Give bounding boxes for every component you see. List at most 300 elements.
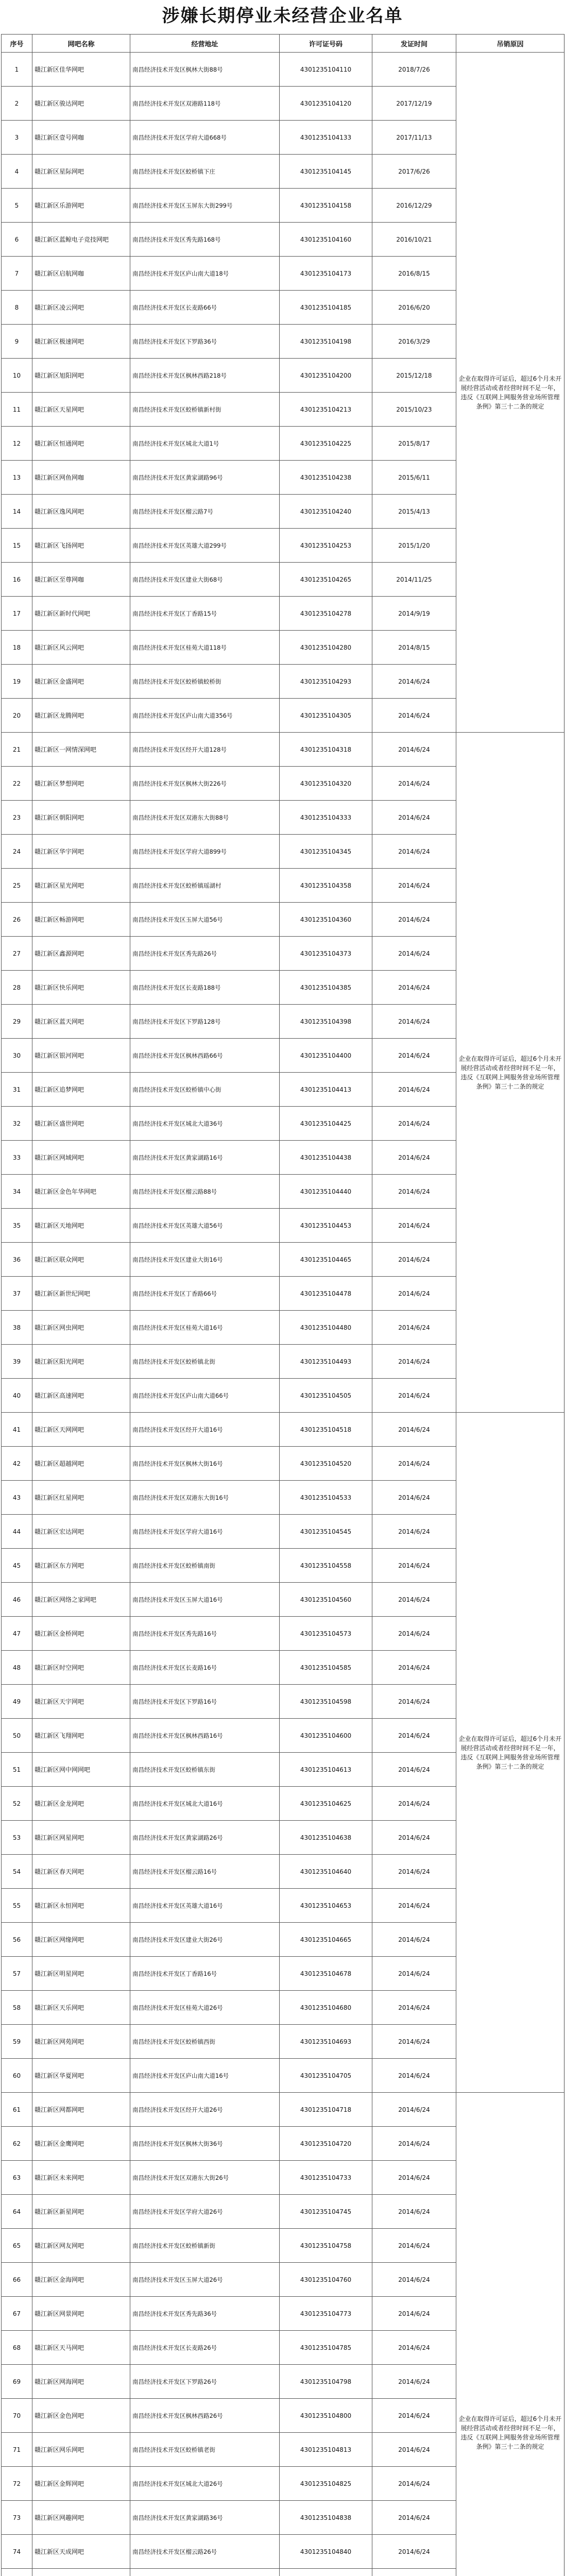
issue-date: 2016/12/29 [372, 189, 456, 223]
issue-date: 2014/6/24 [372, 1719, 456, 1753]
row-number: 30 [2, 1039, 32, 1073]
row-number: 27 [2, 937, 32, 971]
business-address: 南昌经济技术开发区榴云路26号 [130, 2535, 280, 2569]
cafe-name: 赣江新区快乐网吧 [32, 971, 130, 1005]
license-number: 4301235104198 [280, 325, 372, 359]
row-number: 31 [2, 1073, 32, 1107]
business-address: 南昌经济技术开发区枫林西路66号 [130, 1039, 280, 1073]
cafe-name: 赣江新区畅游网吧 [32, 903, 130, 937]
issue-date: 2014/8/15 [372, 631, 456, 665]
cafe-name: 赣江新区红星网吧 [32, 1481, 130, 1515]
cafe-name: 赣江新区逸风网吧 [32, 495, 130, 529]
business-address: 南昌经济技术开发区榴云路7号 [130, 495, 280, 529]
issue-date: 2014/6/24 [372, 1005, 456, 1039]
cafe-name: 赣江新区蓝鲸电子竞技网吧 [32, 223, 130, 257]
license-number: 4301235104558 [280, 1549, 372, 1583]
cafe-name: 赣江新区骏达网吧 [32, 87, 130, 121]
business-address: 南昌经济技术开发区丁香路15号 [130, 597, 280, 631]
license-number: 4301235104265 [280, 563, 372, 597]
cafe-name: 赣江新区网友网吧 [32, 2229, 130, 2263]
cafe-name: 赣江新区网景网吧 [32, 2297, 130, 2331]
row-number: 40 [2, 1379, 32, 1413]
row-number: 33 [2, 1141, 32, 1175]
issue-date: 2014/6/24 [372, 903, 456, 937]
issue-date: 2014/6/24 [372, 1583, 456, 1617]
license-number: 4301235104518 [280, 1413, 372, 1447]
license-number: 4301235104773 [280, 2297, 372, 2331]
issue-date: 2014/11/25 [372, 563, 456, 597]
issue-date: 2014/6/24 [372, 1039, 456, 1073]
row-number: 55 [2, 1889, 32, 1923]
row-number: 45 [2, 1549, 32, 1583]
issue-date: 2014/6/24 [372, 1311, 456, 1345]
table-header-row [2, 35, 564, 53]
cafe-name: 赣江新区新时代网吧 [32, 597, 130, 631]
issue-date: 2014/6/24 [372, 2025, 456, 2059]
row-number: 18 [2, 631, 32, 665]
row-number: 19 [2, 665, 32, 699]
row-number: 37 [2, 1277, 32, 1311]
license-number: 4301235104333 [280, 801, 372, 835]
issue-date: 2015/12/18 [372, 359, 456, 393]
business-address: 南昌经济技术开发区桂苑大道26号 [130, 1991, 280, 2025]
header-no: 序号 [2, 35, 32, 53]
license-number: 4301235104133 [280, 121, 372, 155]
issue-date: 2014/6/24 [372, 1855, 456, 1889]
license-number: 4301235104160 [280, 223, 372, 257]
license-number: 4301235104320 [280, 767, 372, 801]
license-number: 4301235104640 [280, 1855, 372, 1889]
row-number: 54 [2, 1855, 32, 1889]
issue-date: 2016/3/29 [372, 325, 456, 359]
business-address: 南昌经济技术开发区庐山南大道18号 [130, 257, 280, 291]
row-number: 52 [2, 1787, 32, 1821]
cafe-name: 赣江新区网苑网吧 [32, 2025, 130, 2059]
issue-date: 2017/11/13 [372, 121, 456, 155]
issue-date: 2014/6/24 [372, 1923, 456, 1957]
business-address: 南昌经济技术开发区英雄大道16号 [130, 1889, 280, 1923]
license-number: 4301235104680 [280, 1991, 372, 2025]
business-address: 南昌经济技术开发区建业大街26号 [130, 1923, 280, 1957]
business-address: 南昌经济技术开发区秀先路168号 [130, 223, 280, 257]
cafe-name: 赣江新区宏达网吧 [32, 1515, 130, 1549]
row-number: 32 [2, 1107, 32, 1141]
cafe-name: 赣江新区金色年华网吧 [32, 1175, 130, 1209]
license-number: 4301235104493 [280, 1345, 372, 1379]
cafe-name: 赣江新区网趣网吧 [32, 2501, 130, 2535]
license-number: 4301235104733 [280, 2161, 372, 2195]
row-number: 72 [2, 2467, 32, 2501]
business-address: 南昌经济技术开发区蛟桥镇中心街 [130, 1073, 280, 1107]
license-number: 4301235104745 [280, 2195, 372, 2229]
license-number: 4301235104425 [280, 1107, 372, 1141]
row-number: 65 [2, 2229, 32, 2263]
row-number: 56 [2, 1923, 32, 1957]
cafe-name: 赣江新区鑫源网吧 [32, 937, 130, 971]
row-number: 10 [2, 359, 32, 393]
issue-date: 2014/6/24 [372, 1515, 456, 1549]
license-number: 4301235104840 [280, 2535, 372, 2569]
revocation-reason: 企业在取得许可证后，超过6个月未开展经营活动或者经营时间不足一年，违反《互联网上网服务营业场所管理条例》第三十二条的规定 [456, 1413, 564, 2093]
issue-date: 2014/6/24 [372, 801, 456, 835]
business-address: 南昌经济技术开发区蛟桥镇南街 [130, 1549, 280, 1583]
cafe-name: 赣江新区金辉网吧 [32, 2467, 130, 2501]
business-address [130, 2569, 280, 2576]
row-number: 50 [2, 1719, 32, 1753]
business-address: 南昌经济技术开发区学府大道668号 [130, 121, 280, 155]
cafe-name: 赣江新区飞扬网吧 [32, 529, 130, 563]
license-number: 4301235104505 [280, 1379, 372, 1413]
cafe-name: 赣江新区华夏网吧 [32, 2059, 130, 2093]
table-row [2, 733, 564, 767]
license-number: 4301235104480 [280, 1311, 372, 1345]
license-number: 4301235104345 [280, 835, 372, 869]
business-address: 南昌经济技术开发区双港东大街16号 [130, 1481, 280, 1515]
license-number: 4301235104758 [280, 2229, 372, 2263]
cafe-name: 赣江新区联众网吧 [32, 1243, 130, 1277]
cafe-name: 赣江新区网络之家网吧 [32, 1583, 130, 1617]
row-number: 46 [2, 1583, 32, 1617]
issue-date: 2014/6/24 [372, 733, 456, 767]
license-number: 4301235104693 [280, 2025, 372, 2059]
license-number: 4301235104638 [280, 1821, 372, 1855]
business-address: 南昌经济技术开发区城北大道36号 [130, 1107, 280, 1141]
issue-date: 2014/6/24 [372, 1651, 456, 1685]
license-number: 4301235104440 [280, 1175, 372, 1209]
business-address: 南昌经济技术开发区下罗路128号 [130, 1005, 280, 1039]
cafe-name: 赣江新区至尊网咖 [32, 563, 130, 597]
business-address: 南昌经济技术开发区双港东大街26号 [130, 2161, 280, 2195]
table-body [2, 53, 564, 2576]
row-number: 17 [2, 597, 32, 631]
business-address: 南昌经济技术开发区蛟桥镇蛟桥街 [130, 665, 280, 699]
license-number [280, 2569, 372, 2576]
issue-date: 2014/9/19 [372, 597, 456, 631]
license-number: 4301235104800 [280, 2399, 372, 2433]
license-number: 4301235104373 [280, 937, 372, 971]
issue-date: 2014/6/24 [372, 2195, 456, 2229]
business-address: 南昌经济技术开发区蛟桥镇东街 [130, 1753, 280, 1787]
issue-date: 2015/4/13 [372, 495, 456, 529]
cafe-name: 赣江新区网虫网吧 [32, 1311, 130, 1345]
license-number: 4301235104478 [280, 1277, 372, 1311]
cafe-name: 赣江新区梦想网吧 [32, 767, 130, 801]
cafe-name: 赣江新区网都网吧 [32, 2093, 130, 2127]
issue-date: 2014/6/24 [372, 2127, 456, 2161]
row-number: 73 [2, 2501, 32, 2535]
issue-date: 2014/6/24 [372, 2467, 456, 2501]
issue-date: 2014/6/24 [372, 1821, 456, 1855]
license-number: 4301235104173 [280, 257, 372, 291]
row-number: 69 [2, 2365, 32, 2399]
row-number: 43 [2, 1481, 32, 1515]
cafe-name: 赣江新区天马网吧 [32, 2331, 130, 2365]
row-number: 42 [2, 1447, 32, 1481]
row-number: 48 [2, 1651, 32, 1685]
row-number: 16 [2, 563, 32, 597]
cafe-name: 赣江新区星际网吧 [32, 155, 130, 189]
cafe-name: 赣江新区蓝天网吧 [32, 1005, 130, 1039]
issue-date: 2014/6/24 [372, 2399, 456, 2433]
cafe-name: 赣江新区天网网吧 [32, 1413, 130, 1447]
issue-date: 2015/8/17 [372, 427, 456, 461]
row-number: 7 [2, 257, 32, 291]
business-address: 南昌经济技术开发区蛟桥镇老街 [130, 2433, 280, 2467]
license-number: 4301235104400 [280, 1039, 372, 1073]
business-address: 南昌经济技术开发区枫林西路26号 [130, 2399, 280, 2433]
row-number: 35 [2, 1209, 32, 1243]
row-number: 64 [2, 2195, 32, 2229]
business-address: 南昌经济技术开发区长麦路66号 [130, 291, 280, 325]
license-number: 4301235104305 [280, 699, 372, 733]
cafe-name: 赣江新区银河网吧 [32, 1039, 130, 1073]
issue-date: 2014/6/24 [372, 2501, 456, 2535]
row-number: 28 [2, 971, 32, 1005]
business-address: 南昌经济技术开发区枫林西路218号 [130, 359, 280, 393]
issue-date: 2014/6/24 [372, 869, 456, 903]
row-number: 68 [2, 2331, 32, 2365]
business-address: 南昌经济技术开发区榴云路16号 [130, 1855, 280, 1889]
cafe-name [32, 2569, 130, 2576]
issue-date [372, 2569, 456, 2576]
row-number: 6 [2, 223, 32, 257]
cafe-name: 赣江新区佳华网吧 [32, 53, 130, 87]
issue-date: 2014/6/24 [372, 1141, 456, 1175]
row-number: 34 [2, 1175, 32, 1209]
revocation-reason: 企业在取得许可证后，超过6个月未开展经营活动或者经营时间不足一年，违反《互联网上网服务营业场所管理条例》第三十二条的规定 [456, 53, 564, 733]
issue-date: 2014/6/24 [372, 2297, 456, 2331]
license-number: 4301235104720 [280, 2127, 372, 2161]
license-number: 4301235104318 [280, 733, 372, 767]
business-address: 南昌经济技术开发区庐山南大道356号 [130, 699, 280, 733]
license-number: 4301235104238 [280, 461, 372, 495]
issue-date: 2014/6/24 [372, 835, 456, 869]
cafe-name: 赣江新区超越网吧 [32, 1447, 130, 1481]
row-number: 25 [2, 869, 32, 903]
cafe-name: 赣江新区高速网吧 [32, 1379, 130, 1413]
business-address: 南昌经济技术开发区蛟桥镇新村街 [130, 393, 280, 427]
row-number: 51 [2, 1753, 32, 1787]
license-number: 4301235104625 [280, 1787, 372, 1821]
business-address: 南昌经济技术开发区学府大道16号 [130, 1515, 280, 1549]
license-number: 4301235104785 [280, 2331, 372, 2365]
business-address: 南昌经济技术开发区榴云路88号 [130, 1175, 280, 1209]
row-number: 22 [2, 767, 32, 801]
business-address: 南昌经济技术开发区枫林大街36号 [130, 2127, 280, 2161]
cafe-name: 赣江新区明星网吧 [32, 1957, 130, 1991]
license-number: 4301235104545 [280, 1515, 372, 1549]
row-number: 3 [2, 121, 32, 155]
issue-date: 2014/6/24 [372, 1243, 456, 1277]
row-number: 12 [2, 427, 32, 461]
issue-date: 2014/6/24 [372, 1991, 456, 2025]
row-number: 2 [2, 87, 32, 121]
issue-date: 2014/6/24 [372, 1209, 456, 1243]
cafe-name: 赣江新区网星网吧 [32, 1821, 130, 1855]
cafe-name: 赣江新区启航网咖 [32, 257, 130, 291]
cafe-name: 赣江新区东方网吧 [32, 1549, 130, 1583]
cafe-name: 赣江新区网乐网吧 [32, 2433, 130, 2467]
table-row [2, 1413, 564, 1447]
business-address: 南昌经济技术开发区城北大道26号 [130, 2467, 280, 2501]
license-number: 4301235104280 [280, 631, 372, 665]
business-address: 南昌经济技术开发区双港路118号 [130, 87, 280, 121]
row-number: 60 [2, 2059, 32, 2093]
cafe-name: 赣江新区金海网吧 [32, 2263, 130, 2297]
business-address: 南昌经济技术开发区桂苑大道118号 [130, 631, 280, 665]
license-number: 4301235104438 [280, 1141, 372, 1175]
business-address: 南昌经济技术开发区建业大街16号 [130, 1243, 280, 1277]
cafe-name: 赣江新区金龙网吧 [32, 1787, 130, 1821]
business-address: 南昌经济技术开发区玉屏大道26号 [130, 2263, 280, 2297]
license-number: 4301235104585 [280, 1651, 372, 1685]
row-number: 59 [2, 2025, 32, 2059]
cafe-name: 赣江新区阳光网吧 [32, 1345, 130, 1379]
cafe-name: 赣江新区金色网吧 [32, 2399, 130, 2433]
row-number: 61 [2, 2093, 32, 2127]
cafe-name: 赣江新区网域网吧 [32, 1141, 130, 1175]
license-number: 4301235104398 [280, 1005, 372, 1039]
issue-date: 2018/7/26 [372, 53, 456, 87]
row-number: 4 [2, 155, 32, 189]
row-number: 62 [2, 2127, 32, 2161]
license-number: 4301235104520 [280, 1447, 372, 1481]
business-address: 南昌经济技术开发区黄家湖路26号 [130, 1821, 280, 1855]
license-number: 4301235104110 [280, 53, 372, 87]
business-address: 南昌经济技术开发区秀先路26号 [130, 937, 280, 971]
business-address: 南昌经济技术开发区枫林大街16号 [130, 1447, 280, 1481]
license-number: 4301235104653 [280, 1889, 372, 1923]
issue-date: 2014/6/24 [372, 1549, 456, 1583]
table-row [2, 53, 564, 87]
license-number: 4301235104158 [280, 189, 372, 223]
cafe-name: 赣江新区天星网吧 [32, 393, 130, 427]
header-reason: 吊销原因 [456, 35, 564, 53]
issue-date: 2014/6/24 [372, 2263, 456, 2297]
revocation-reason: 企业在取得许可证后，超过6个月未开展经营活动或者经营时间不足一年，违反《互联网上网服务营业场所管理条例》第三十二条的规定 [456, 2093, 564, 2576]
cafe-name: 赣江新区天成网吧 [32, 2535, 130, 2569]
row-number: 58 [2, 1991, 32, 2025]
row-number: 26 [2, 903, 32, 937]
business-address: 南昌经济技术开发区枫林大街226号 [130, 767, 280, 801]
business-address: 南昌经济技术开发区枫林大街88号 [130, 53, 280, 87]
issue-date: 2017/6/26 [372, 155, 456, 189]
business-address: 南昌经济技术开发区蛟桥镇下庄 [130, 155, 280, 189]
issue-date: 2014/6/24 [372, 1447, 456, 1481]
license-number: 4301235104278 [280, 597, 372, 631]
cafe-name: 赣江新区恒通网吧 [32, 427, 130, 461]
business-address: 南昌经济技术开发区经开大道26号 [130, 2093, 280, 2127]
row-number: 36 [2, 1243, 32, 1277]
row-number: 24 [2, 835, 32, 869]
license-number: 4301235104665 [280, 1923, 372, 1957]
issue-date: 2014/6/24 [372, 2331, 456, 2365]
row-number [2, 2569, 32, 2576]
license-number: 4301235104293 [280, 665, 372, 699]
header-address: 经营地址 [130, 35, 280, 53]
business-address: 南昌经济技术开发区英雄大道299号 [130, 529, 280, 563]
business-address: 南昌经济技术开发区丁香路16号 [130, 1957, 280, 1991]
business-address: 南昌经济技术开发区庐山南大道66号 [130, 1379, 280, 1413]
business-address: 南昌经济技术开发区双港东大街88号 [130, 801, 280, 835]
issue-date: 2014/6/24 [372, 937, 456, 971]
issue-date: 2014/6/24 [372, 2433, 456, 2467]
issue-date: 2014/6/24 [372, 2535, 456, 2569]
business-address: 南昌经济技术开发区玉屏大道56号 [130, 903, 280, 937]
cafe-name: 赣江新区春天网吧 [32, 1855, 130, 1889]
business-address: 南昌经济技术开发区英雄大道56号 [130, 1209, 280, 1243]
row-number: 49 [2, 1685, 32, 1719]
license-number: 4301235104253 [280, 529, 372, 563]
license-number: 4301235104825 [280, 2467, 372, 2501]
business-address: 南昌经济技术开发区长麦路188号 [130, 971, 280, 1005]
issue-date: 2015/10/23 [372, 393, 456, 427]
cafe-name: 赣江新区旭阳网吧 [32, 359, 130, 393]
issue-date: 2014/6/24 [372, 1345, 456, 1379]
license-number: 4301235104613 [280, 1753, 372, 1787]
cafe-name: 赣江新区金鹰网吧 [32, 2127, 130, 2161]
issue-date: 2016/6/20 [372, 291, 456, 325]
cafe-name: 赣江新区龙腾网吧 [32, 699, 130, 733]
cafe-name: 赣江新区时空网吧 [32, 1651, 130, 1685]
cafe-name: 赣江新区天乐网吧 [32, 1991, 130, 2025]
license-number: 4301235104213 [280, 393, 372, 427]
enterprise-table [1, 34, 564, 2576]
business-address: 南昌经济技术开发区建业大街68号 [130, 563, 280, 597]
issue-date: 2014/6/24 [372, 1957, 456, 1991]
cafe-name: 赣江新区凌云网吧 [32, 291, 130, 325]
license-number: 4301235104533 [280, 1481, 372, 1515]
cafe-name: 赣江新区网中网网吧 [32, 1753, 130, 1787]
cafe-name: 赣江新区网海网吧 [32, 2365, 130, 2399]
row-number: 41 [2, 1413, 32, 1447]
header-date: 发证时间 [372, 35, 456, 53]
row-number: 53 [2, 1821, 32, 1855]
page-title: 涉嫌长期停业未经营企业名单 [162, 6, 403, 26]
row-number: 66 [2, 2263, 32, 2297]
business-address: 南昌经济技术开发区黄家湖路16号 [130, 1141, 280, 1175]
row-number: 38 [2, 1311, 32, 1345]
issue-date: 2014/6/24 [372, 1889, 456, 1923]
license-number: 4301235104560 [280, 1583, 372, 1617]
issue-date: 2014/6/24 [372, 1107, 456, 1141]
cafe-name: 赣江新区风云网吧 [32, 631, 130, 665]
issue-date: 2015/6/11 [372, 461, 456, 495]
business-address: 南昌经济技术开发区玉屏大道16号 [130, 1583, 280, 1617]
issue-date: 2014/6/24 [372, 1413, 456, 1447]
license-number: 4301235104465 [280, 1243, 372, 1277]
business-address: 南昌经济技术开发区城北大道16号 [130, 1787, 280, 1821]
issue-date: 2016/8/15 [372, 257, 456, 291]
row-number: 14 [2, 495, 32, 529]
license-number: 4301235104453 [280, 1209, 372, 1243]
cafe-name: 赣江新区天地网吧 [32, 1209, 130, 1243]
business-address: 南昌经济技术开发区秀先路16号 [130, 1617, 280, 1651]
cafe-name: 赣江新区天宇网吧 [32, 1685, 130, 1719]
issue-date: 2014/6/24 [372, 2161, 456, 2195]
cafe-name: 赣江新区飞翔网吧 [32, 1719, 130, 1753]
license-number: 4301235104760 [280, 2263, 372, 2297]
business-address: 南昌经济技术开发区长麦路16号 [130, 1651, 280, 1685]
cafe-name: 赣江新区永恒网吧 [32, 1889, 130, 1923]
license-number: 4301235104598 [280, 1685, 372, 1719]
row-number: 23 [2, 801, 32, 835]
business-address: 南昌经济技术开发区玉屏东大街299号 [130, 189, 280, 223]
header-name: 网吧名称 [32, 35, 130, 53]
license-number: 4301235104600 [280, 1719, 372, 1753]
cafe-name: 赣江新区新星网吧 [32, 2195, 130, 2229]
license-number: 4301235104358 [280, 869, 372, 903]
